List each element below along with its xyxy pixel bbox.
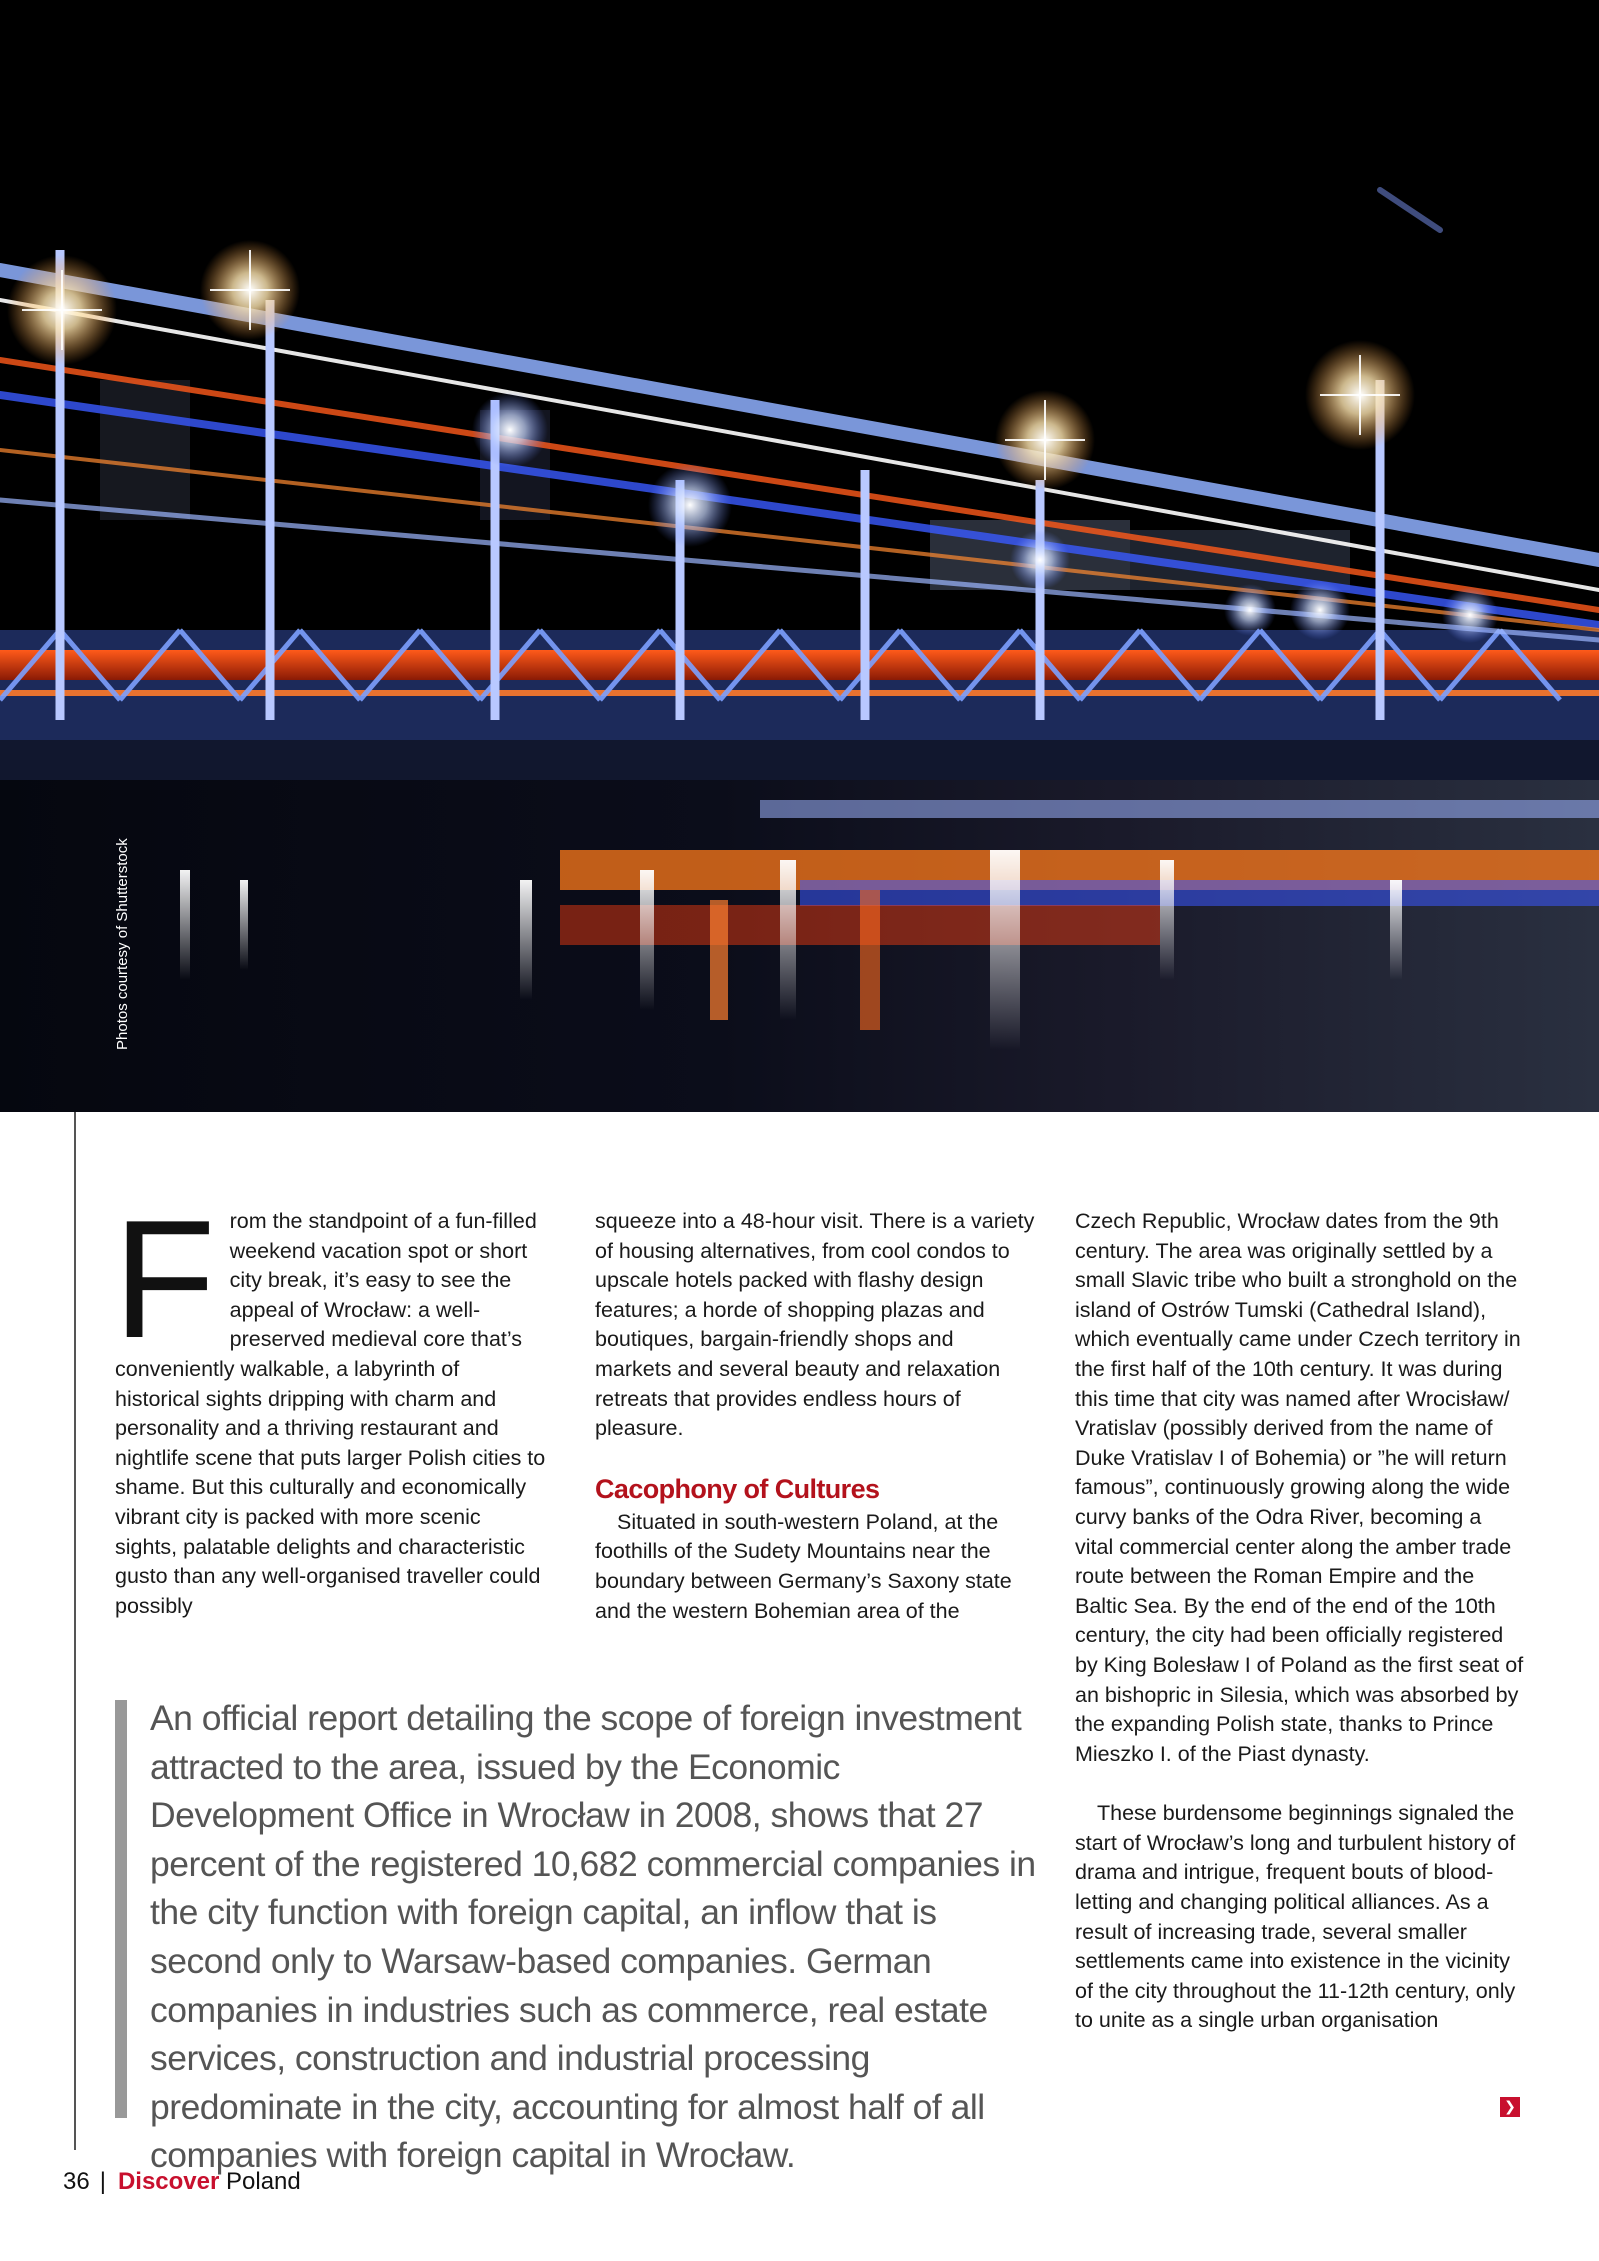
article-column-2	[595, 1207, 1035, 1626]
bridge-night-illustration	[0, 0, 1599, 1112]
left-margin-rule	[74, 1112, 76, 2150]
page-footer	[63, 2168, 301, 2196]
subheading: Cacophony of Cultures	[595, 1473, 880, 1504]
article-paragraph: rom the standpoint of a fun-filled weekend vacation spot or short city break, it’s easy to see the appeal of Wrocław: a well-preserved medieval core that’s conveniently walkable, a labyrinth of historical sights dripping with charm and personality and a thriving restaurant and nightlife scene that puts larger Polish cities to shame. But this culturally and economically vibrant city is packed with more scenic sights, palatable delights and characteristic gusto than any well-organised traveller could possibly	[115, 1209, 546, 1618]
article-paragraph: Czech Republic, Wrocław dates from the 9th century. The area was originally settled by a small Slavic tribe who built a stronghold on the island of Ostrów Tumski (Cathedral Island), which eventually came under Czech territory in the first half of the 10th century. It was during this time that city was named after Wrocisław/ Vratislav (possibly derived from the name of Duke Vratislav I of Bohemia) or ”he will return famous”, continuously growing along the wide curvy banks of the Odra River, becoming a vital commercial center along the amber trade route between the Roman Empire and the Baltic Sea. By the end of the end of the 10th century, the city had been officially registered by King Bolesław I of Poland as the first seat of an bishopric in Silesia, which was absorbed by the expanding Polish state, thanks to Prince Mieszko I. of the Piast dynasty.	[1075, 1209, 1524, 1766]
magazine-brand-red: Discover	[117, 2168, 220, 2195]
continue-arrow-icon: ❯	[1500, 2097, 1520, 2117]
hero-photo	[0, 0, 1599, 1112]
footer-separator: |	[99, 2168, 106, 2195]
article-column-3	[1075, 1207, 1525, 2036]
article-paragraph: Situated in south-western Poland, at the foothills of the Sudety Mountains near the boundary between Germany’s Saxony state and the western Bohemian area of the	[595, 1509, 1012, 1623]
page-number: 36	[63, 2168, 90, 2195]
article-paragraph: squeeze into a 48-hour visit. There is a variety of housing alternatives, from cool condos to upscale hotels packed with flashy design features; a horde of shopping plazas and boutiques, bargain-friendly shops and markets and several beauty and relaxation retreats that provides endless hours of pleasure.	[595, 1209, 1035, 1441]
photo-credit: Photos courtesy of Shutterstock	[114, 838, 131, 1050]
pullquote-bar	[115, 1700, 127, 2118]
magazine-brand-name: Poland	[226, 2168, 301, 2195]
pullquote: An official report detailing the scope of foreign investment attracted to the area, issued by the Economic Development Office in Wrocław in 2008, shows that 27 percent of the registered 10,682 commercial companies in the city function with foreign capital, an inflow that is second only to Warsaw-based companies. German companies in industries such as commerce, real estate services, construction and industrial processing predominate in the city, accounting for almost half of all companies with foreign capital in Wrocław.	[150, 1698, 1036, 2176]
drop-cap: F	[113, 1185, 216, 1373]
article-column-1	[113, 1185, 547, 1621]
article-paragraph: These burdensome beginnings signaled the start of Wrocław’s long and turbulent history of drama and intrigue, frequent bouts of blood-letting and changing political alliances. As a result of increasing trade, several smaller settlements came into existence in the vicinity of the city throughout the 11-12th century, only to unite as a single urban organisation	[1075, 1801, 1516, 2033]
